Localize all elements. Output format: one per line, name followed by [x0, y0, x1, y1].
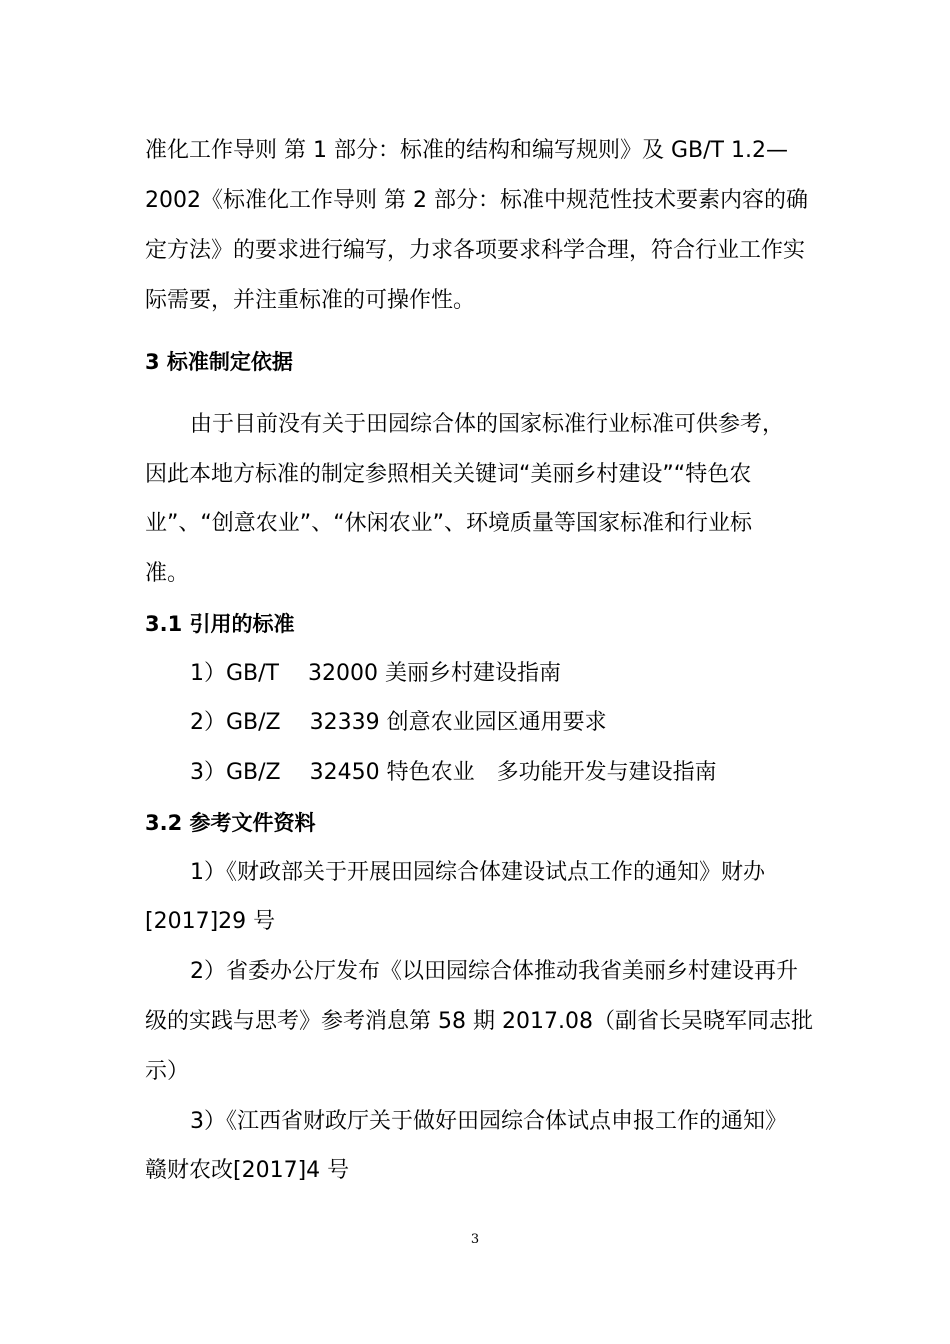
section-3-2-heading: 3.2 参考文件资料 — [145, 811, 316, 835]
section-3-2-item-1-line-2: [2017]29 号 — [145, 909, 276, 934]
section-3-2-item-2-line-1: 2）省委办公厅发布《以田园综合体推动我省美丽乡村建设再升 — [190, 959, 798, 984]
paragraph-intro-line-3: 定方法》的要求进行编写，力求各项要求科学合理，符合行业工作实 — [145, 238, 806, 263]
section-3-2-item-3-line-2: 赣财农改[2017]4 号 — [145, 1158, 350, 1183]
section-3-paragraph-line-2: 因此本地方标准的制定参照相关关键词“美丽乡村建设”“特色农 — [145, 462, 752, 487]
section-3-paragraph-line-3: 业”、“创意农业”、“休闲农业”、环境质量等国家标准和行业标 — [145, 511, 752, 536]
section-3-2-item-2-line-3: 示） — [145, 1059, 190, 1084]
section-3-2-item-1-line-1: 1）《财政部关于开展田园综合体建设试点工作的通知》财办 — [190, 860, 765, 885]
section-3-1-heading: 3.1 引用的标准 — [145, 612, 295, 636]
paragraph-intro-line-1: 准化工作导则 第 1 部分：标准的结构和编写规则》及 GB/T 1.2— — [145, 138, 788, 163]
page-number: 3 — [470, 1232, 480, 1247]
section-3-1-item-3: 3）GB/Z 32450 特色农业 多功能开发与建设指南 — [190, 760, 717, 785]
section-3-1-item-2: 2）GB/Z 32339 创意农业园区通用要求 — [190, 710, 607, 735]
paragraph-intro-line-2: 2002《标准化工作导则 第 2 部分：标准中规范性技术要素内容的确 — [145, 188, 808, 213]
section-3-2-item-3-line-1: 3）《江西省财政厅关于做好田园综合体试点申报工作的通知》 — [190, 1109, 787, 1134]
section-3-heading: 3 标准制定依据 — [145, 350, 293, 374]
section-3-paragraph-line-4: 准。 — [145, 561, 190, 586]
section-3-2-item-2-line-2: 级的实践与思考》参考消息第 58 期 2017.08（副省长吴晓军同志批 — [145, 1009, 813, 1034]
section-3-paragraph-line-1: 由于目前没有关于田园综合体的国家标准行业标准可供参考， — [190, 412, 785, 437]
paragraph-intro-line-4: 际需要，并注重标准的可操作性。 — [145, 288, 476, 313]
section-3-1-item-1: 1）GB/T 32000 美丽乡村建设指南 — [190, 661, 561, 686]
